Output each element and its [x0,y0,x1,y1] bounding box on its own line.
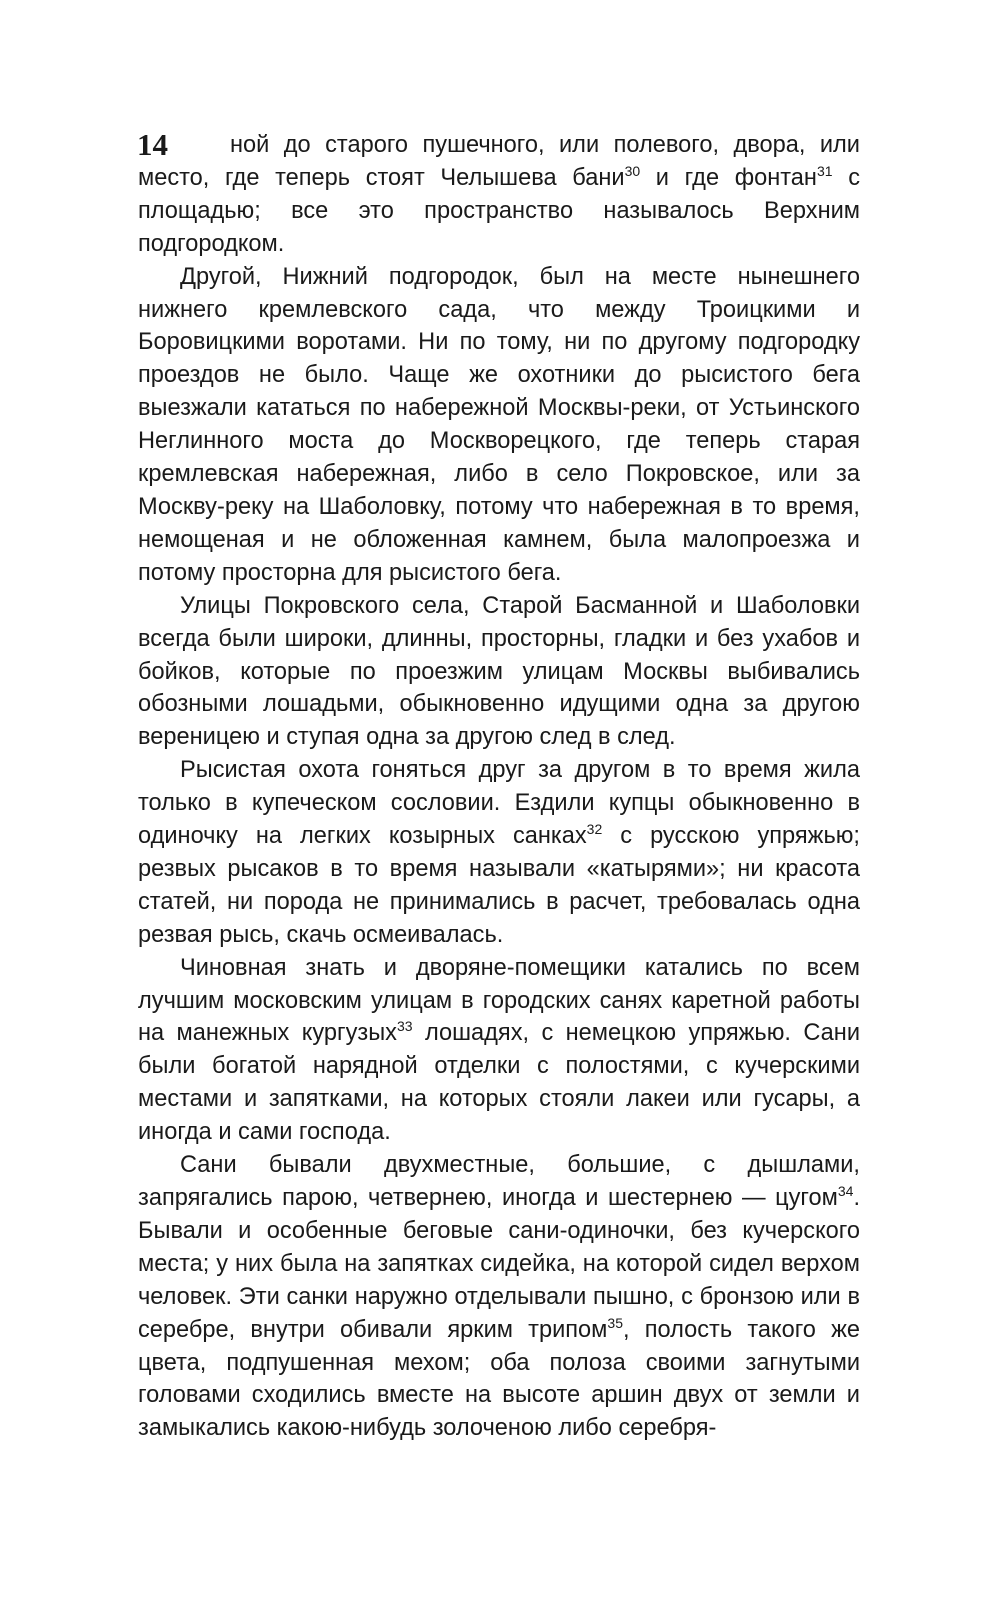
paragraph [138,261,860,590]
paragraph-segment: . Бывали и особенные беговые сани-одиночки, без кучерского места; у них была на запятках сидейка, на которой сидел верхом человек. Эти санки наружно отделывали пышно, с бронзою или в серебре, внутри обивали ярким трипом [138,1185,860,1343]
paragraph-segment: с площадью; все это пространство называлось Верхним подгородком. [138,164,860,257]
paragraph-segment: с русскою упряжью; резвых рысаков в то время называли «катырями»; ни красота статей, ни порода не принимались в расчет, требовалась одна резвая рысь, скачь осмеивалась. [138,823,860,948]
footnote-ref: 33 [396,1018,413,1035]
footnote-ref: 31 [816,162,833,179]
page-number: 14 [137,127,168,162]
paragraph-segment: Чиновная знать и дворяне-помещики катались по всем лучшим московским улицам в городских санях каретной работы на манежных кургузых [138,954,860,1047]
paragraph-segment: лошадях, с немецкою упряжью. Сани были богатой нарядной отделки с полостями, с кучерскими местами и запятками, на которых стояли лакеи или гусары, а иногда и сами господа. [138,1020,861,1146]
footnote-ref: 32 [586,821,603,838]
paragraph [138,590,860,755]
paragraph [138,952,860,1149]
footnote-ref: 30 [624,162,641,179]
footnote-ref: 35 [607,1314,623,1331]
paragraph [138,129,860,261]
paragraph-segment: Другой, Нижний подгородок, был на месте нынешнего нижнего кремлевского сада, что между Троицкими и Боровицкими воротами. Ни по тому, ни по другому подгородку проездов не было. Чаще же охотники до рысистого бега выезжали кататься по набережной Москвы-реки, от Устьинского Неглинного моста до Москворецкого, где теперь старая кремлевская набережная, либо в село Покровское, или за Москву-реку на Шаболовку, потому что набережная в то время, немощеная и не обложенная камнем, была малопроезжа и потому просторна для рысистого бега. [138,263,860,586]
body-text [138,129,860,1445]
paragraph-segment: Сани бывали двухместные, большие, с дышлами, запрягались парою, четвернею, иногда и шестернею — цугом [138,1152,860,1211]
footnote-ref: 34 [837,1183,854,1199]
paragraph-segment: Рысистая охота гоняться друг за другом в то время жила только в купеческом сословии. Ездили купцы обыкновенно в одиночку на легких козырных санках [138,757,860,850]
paragraph-segment: , полость такого же цвета, подпушенная мехом; оба полоза своими загнутыми головами сходились вместе на высоте аршин двух от земли и замыкались какою-нибудь золоченою либо серебря- [138,1316,860,1442]
paragraph [138,1149,860,1445]
paragraph-segment: Улицы Покровского села, Старой Басманной и Шаболовки всегда были широки, длинны, просторны, гладки и без ухабов и бойков, которые по проезжим улицам Москвы выбивались обозными лошадьми, обыкновенно идущими одна за другою вереницею и ступая одна за другою след в след. [138,592,860,751]
paragraph-segment: и где фонтан [640,164,817,191]
paragraph-segment: ной до старого пушечного, или полевого, двора, или место, где теперь стоят Челышева бани [138,132,860,191]
paragraph [138,754,860,951]
